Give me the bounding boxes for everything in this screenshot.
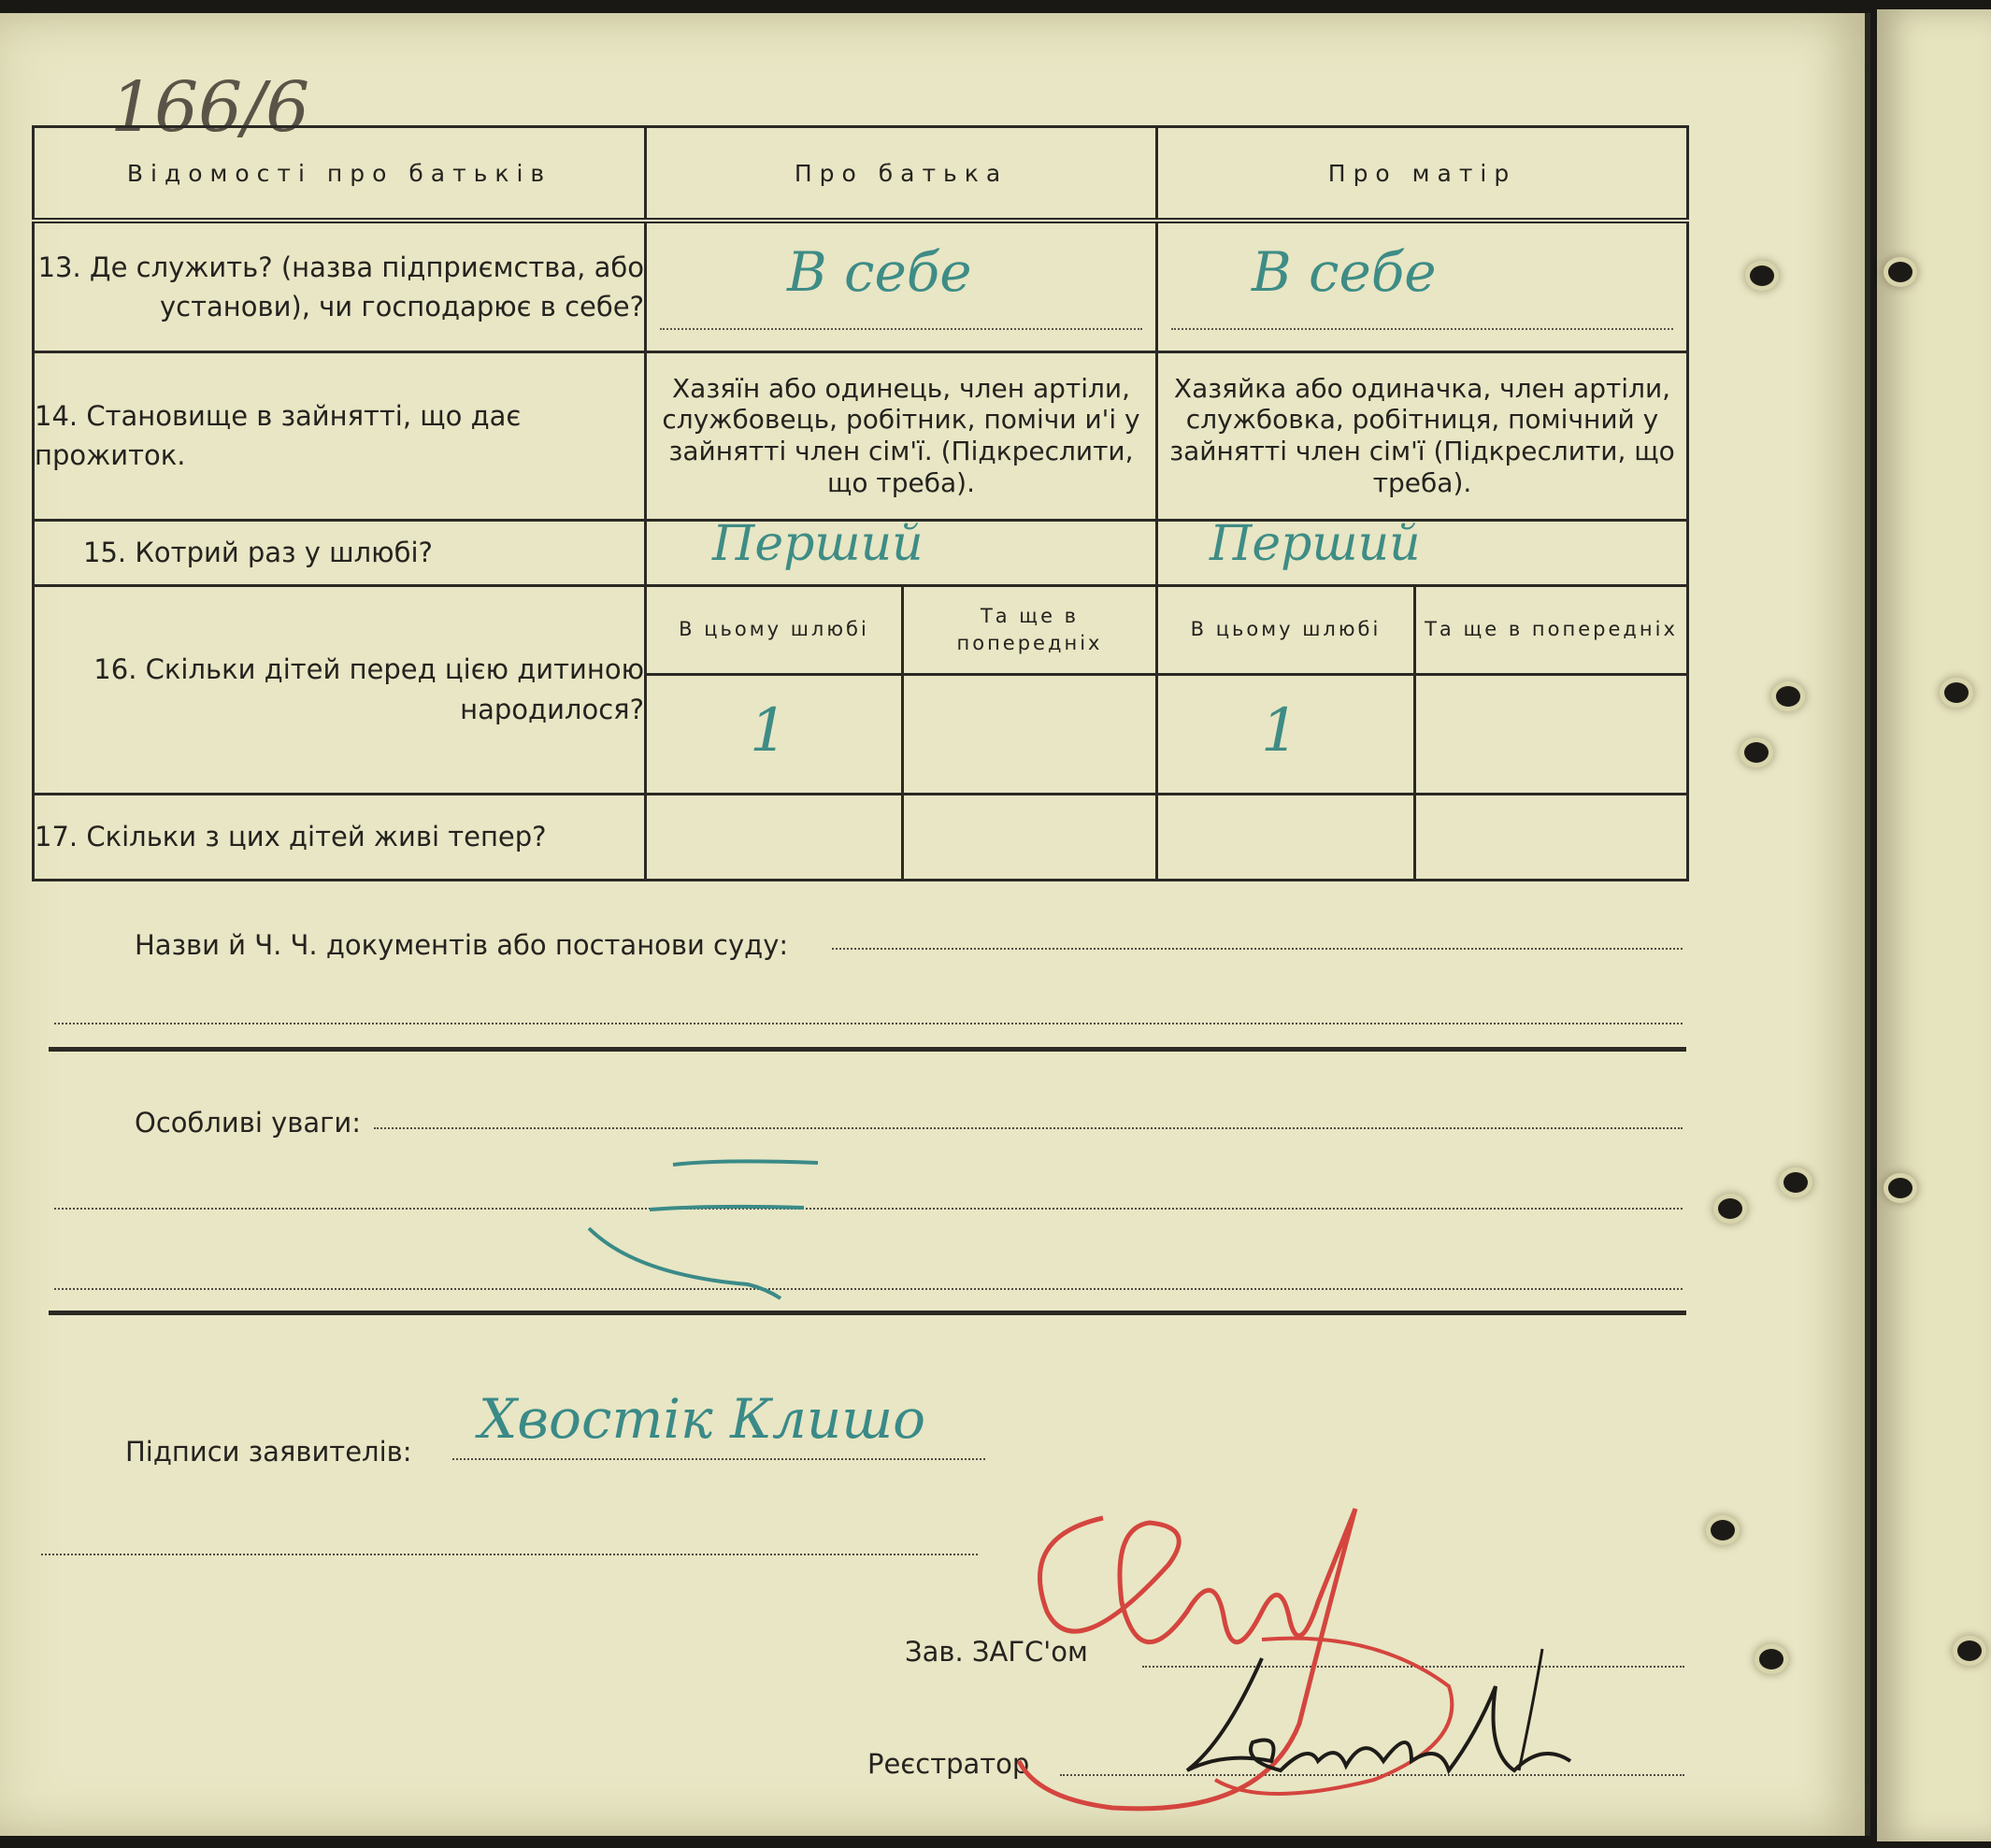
binding-hole bbox=[1759, 1649, 1783, 1669]
q16-label: 16. Скільки дітей перед цією дитиною народилося? bbox=[34, 585, 646, 794]
binding-hole bbox=[1957, 1640, 1982, 1661]
subheader-previous-mother: Та ще в попередніх bbox=[1415, 585, 1688, 674]
remarks-line-2 bbox=[54, 1208, 1683, 1210]
binding-hole bbox=[1776, 686, 1800, 707]
q17-mother-this-cell bbox=[1157, 794, 1415, 880]
binding-hole bbox=[1888, 1178, 1912, 1198]
registry-page bbox=[0, 13, 1870, 1836]
dotted-line bbox=[1171, 328, 1673, 330]
section-divider bbox=[49, 1047, 1686, 1052]
binding-hole bbox=[1888, 262, 1912, 282]
registrar-label: Реєстратор bbox=[867, 1748, 1030, 1780]
subheader-this-marriage-mother: В цьому шлюбі bbox=[1157, 585, 1415, 674]
q15-father-answer: Перший bbox=[712, 515, 924, 572]
remarks-dash-marks bbox=[580, 1135, 841, 1312]
q13-mother-answer: В себе bbox=[1252, 240, 1437, 304]
q13-label: 13. Де служить? (назва підприємства, або установи), чи господарює в себе? bbox=[34, 221, 646, 351]
q16-mother-this: 1 bbox=[1261, 695, 1299, 766]
q17-mother-previous-cell bbox=[1415, 794, 1688, 880]
q15-mother-answer: Перший bbox=[1210, 515, 1421, 572]
header-info: Відомості про батьків bbox=[34, 127, 646, 222]
remarks-line-3 bbox=[54, 1288, 1683, 1290]
binding-hole bbox=[1711, 1520, 1735, 1540]
binding-hole bbox=[1744, 742, 1769, 763]
binding-hole bbox=[1944, 682, 1969, 703]
q15-label: 15. Котрий раз у шлюбі? bbox=[34, 520, 646, 585]
documents-line-2 bbox=[54, 1023, 1683, 1024]
subheader-this-marriage-father: В цьому шлюбі bbox=[646, 585, 903, 674]
q16-father-previous-cell bbox=[903, 674, 1157, 794]
registrar-signature bbox=[1168, 1630, 1598, 1817]
q14-label: 14. Становище в зайнятті, що дає прожиток. bbox=[34, 351, 646, 520]
remarks-label: Особливі уваги: bbox=[135, 1107, 362, 1139]
q17-father-previous-cell bbox=[903, 794, 1157, 880]
q16-mother-previous-cell bbox=[1415, 674, 1688, 794]
subheader-previous-father: Та ще в попередніх bbox=[903, 585, 1157, 674]
q13-father-cell bbox=[646, 221, 1157, 351]
section-divider bbox=[49, 1311, 1686, 1315]
q17-label: 17. Скільки з цих дітей живі тепер? bbox=[34, 794, 646, 880]
binding-hole bbox=[1750, 265, 1774, 286]
dotted-line bbox=[660, 328, 1142, 330]
q14-mother-options: Хазяйка або одиначка, член артіли, службовка, робітниця, помічний у зайнятті член сім'ї (Підкреслити, що треба). bbox=[1157, 351, 1688, 520]
header-mother: Про матір bbox=[1157, 127, 1688, 222]
header-father: Про батька bbox=[646, 127, 1157, 222]
adjacent-page-edge bbox=[1877, 9, 1991, 1841]
documents-label: Назви й Ч. Ч. документів або постанови суду: bbox=[135, 929, 789, 961]
applicants-signature: Хвостік Клишо bbox=[479, 1387, 926, 1451]
applicants-label: Підписи заявителів: bbox=[125, 1436, 412, 1468]
q16-mother-this-cell bbox=[1157, 674, 1415, 794]
binding-hole bbox=[1718, 1198, 1742, 1219]
q15-father-cell bbox=[646, 515, 1157, 585]
documents-line-1 bbox=[832, 948, 1683, 950]
head-of-registry-label: Зав. ЗАГС'ом bbox=[905, 1636, 1088, 1668]
q16-father-this-cell bbox=[646, 674, 903, 794]
q15-mother-cell bbox=[1157, 515, 1688, 585]
applicants-line-1 bbox=[452, 1458, 985, 1460]
q17-father-this-cell bbox=[646, 794, 903, 880]
parents-info-table bbox=[32, 125, 1689, 881]
archive-number: 166/6 bbox=[110, 67, 310, 148]
q14-father-options: Хазяїн або одинець, член артіли, службовець, робітник, помічи и'і у зайнятті член сім'ї. (Підкреслити, що треба). bbox=[646, 351, 1157, 520]
q16-father-this: 1 bbox=[750, 695, 788, 766]
remarks-line-1 bbox=[374, 1127, 1683, 1129]
q13-father-answer: В себе bbox=[787, 240, 972, 304]
q13-mother-cell bbox=[1157, 221, 1688, 351]
binding-hole bbox=[1783, 1172, 1808, 1193]
applicants-line-2 bbox=[41, 1554, 978, 1555]
